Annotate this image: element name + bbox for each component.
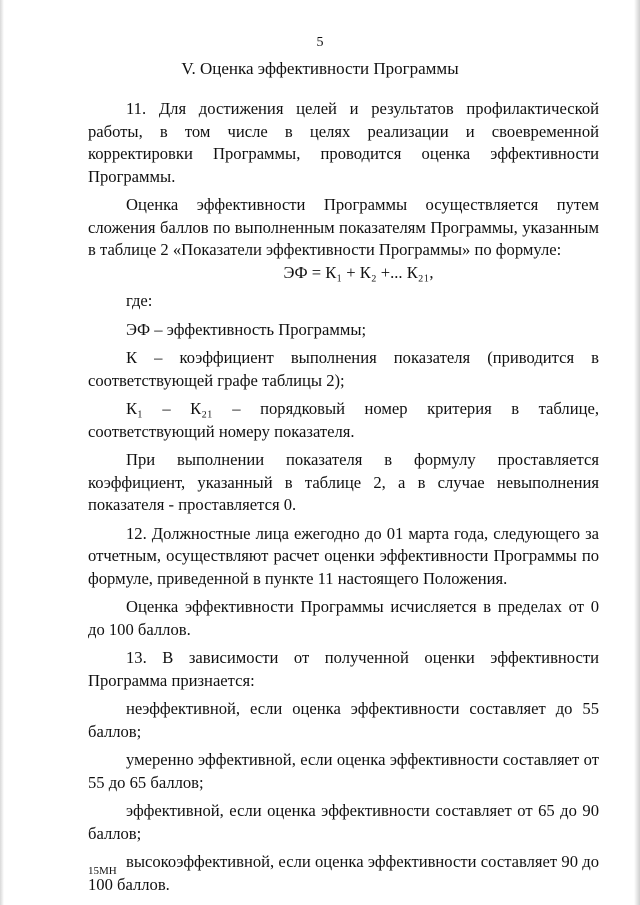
ineffective-criterion: неэффективной, если оценка эффективности составляет до 55 баллов; — [88, 699, 599, 741]
document-body — [88, 98, 599, 896]
efficiency-formula: ЭФ = К₁ + К₂ +... К₂₁, — [283, 262, 434, 282]
paragraph-12: 12. Должностные лица ежегодно до 01 марта года, следующего за отчетным, осуществляют расчет оценки эффективности Программы по формуле, приведенной в пункте 11 настоящего Положения. — [88, 523, 599, 588]
ef-definition: ЭФ – эффективность Программы; — [126, 319, 367, 339]
page-edge-right — [634, 0, 640, 905]
effective-criterion: эффективной, если оценка эффективности составляет от 65 до 90 баллов; — [88, 801, 599, 843]
section-heading: V. Оценка эффективности Программы — [181, 59, 459, 78]
execution-paragraph: При выполнении показателя в формулу проставляется коэффициент, указанный в таблице 2, а в случае невыполнения показателя - проставляется 0. — [88, 450, 599, 514]
k1-k21-definition: К₁ – К₂₁ – порядковый номер критерия в таблице, соответствующий номеру показателя. — [88, 399, 599, 441]
paragraph-11: 11. Для достижения целей и результатов профилактической работы, в том числе в целях реализации и своевременной корректировки Программы, проводится оценка эффективности Программы. — [88, 99, 599, 186]
moderate-criterion: умеренно эффективной, если оценка эффективности составляет от 55 до 65 баллов; — [88, 750, 599, 792]
paragraph-assessment: Оценка эффективности Программы осуществляется путем сложения баллов по выполненным показателям Программы, указанным в таблице 2 «Показатели эффективности Программы» по формуле: — [88, 195, 599, 259]
where-label: где: — [126, 291, 153, 310]
highly-effective-criterion: высокоэффективной, если оценка эффективности составляет 90 до 100 баллов. — [88, 852, 599, 894]
footer-code: 15МН — [88, 865, 117, 877]
k-definition: К – коэффициент выполнения показателя (приводится в соответствующей графе таблицы 2); — [88, 348, 599, 390]
page-edge-left — [0, 0, 4, 905]
page-number: 5 — [316, 35, 324, 50]
paragraph-13: 13. В зависимости от полученной оценки эффективности Программа признается: — [88, 648, 599, 690]
range-paragraph: Оценка эффективности Программы исчисляется в пределах от 0 до 100 баллов. — [88, 597, 599, 639]
